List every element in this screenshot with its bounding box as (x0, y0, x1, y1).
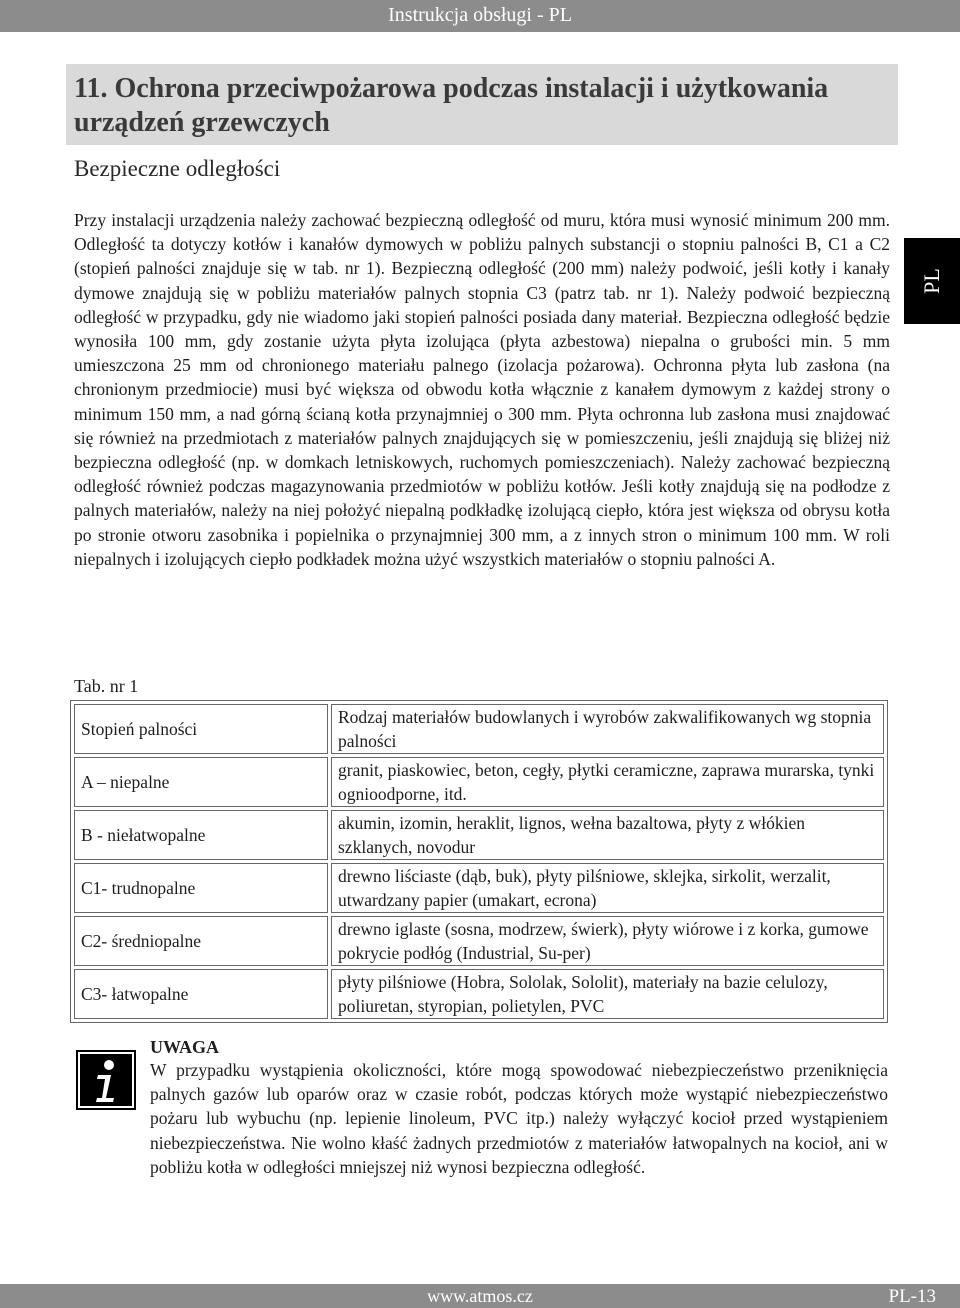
table-cell-grade: Stopień palności (74, 704, 328, 754)
table-cell-materials: drewno iglaste (sosna, modrzew, świerk), płyty wiórowe i z korka, gumowe pokrycie podłóg (Industrial, Su-per) (331, 916, 884, 966)
table-cell-grade: B - niełatwopalne (74, 810, 328, 860)
table-row (74, 863, 884, 913)
table-cell-materials: płyty pilśniowe (Hobra, Sololak, Sololit), materiały na bazie celulozy, poliuretan, styropian, polietylen, PVC (331, 969, 884, 1019)
note-title: UWAGA (150, 1037, 220, 1057)
page-number: PL-13 (888, 1286, 936, 1307)
table-cell-grade: A – niepalne (74, 757, 328, 807)
info-icon (76, 1050, 136, 1110)
chapter-heading: 11. Ochrona przeciwpożarowa podczas instalacji i użytkowania urządzeń grzewczych (74, 73, 829, 138)
header-title: Instrukcja obsługi - PL (388, 4, 572, 26)
table-row (74, 810, 884, 860)
note-text: W przypadku wystąpienia okoliczności, które mogą spowodować niebezpieczeństwo przeniknięcia palnych gazów lub oparów oraz w czasie robót, podczas których może wystąpić niebezpieczeństwo pożaru lub wybuchu (np. lepienie linoleum, PVC itp.) należy wyłączyć kocioł przed wystąpieniem niebezpieczeństwa. Nie wolno kłaść żadnych przedmiotów z materiałów łatwopalnych na kocioł, ani w pobliżu kotła w odległości mniejszej niż wynosi bezpieczna odległość. (150, 1060, 888, 1177)
footer-bar (0, 1284, 960, 1308)
table-row (74, 704, 884, 754)
language-side-tab (904, 238, 960, 324)
table-row (74, 757, 884, 807)
table-cell-materials: granit, piaskowiec, beton, cegły, płytki ceramiczne, zaprawa murarska, tynki ognioodporne, itd. (331, 757, 884, 807)
table-caption: Tab. nr 1 (74, 676, 139, 696)
section-subtitle: Bezpieczne odległości (74, 156, 281, 181)
table-cell-materials: Rodzaj materiałów budowlanych i wyrobów zakwalifikowanych wg stopnia palności (331, 704, 884, 754)
fire-grade-table (70, 700, 888, 1023)
table-cell-materials: drewno liściaste (dąb, buk), płyty pilśniowe, sklejka, sirkolit, werzalit, utwardzany papier (umakart, ecrona) (331, 863, 884, 913)
table-cell-materials: akumin, izomin, heraklit, lignos, wełna bazaltowa, płyty z włókien szklanych, novodur (331, 810, 884, 860)
table-row (74, 969, 884, 1019)
table-row (74, 916, 884, 966)
header-bar (0, 0, 960, 32)
table-cell-grade: C3- łatwopalne (74, 969, 328, 1019)
chapter-heading-box (66, 64, 898, 145)
table-cell-grade: C1- trudnopalne (74, 863, 328, 913)
language-side-tab-label: PL (919, 268, 944, 294)
table-cell-grade: C2- średniopalne (74, 916, 328, 966)
footer-url: www.atmos.cz (427, 1286, 533, 1306)
body-paragraph: Przy instalacji urządzenia należy zachować bezpieczną odległość od muru, która musi wynosić minimum 200 mm. Odległość ta dotyczy kotłów i kanałów dymowych w pobliżu palnych substancji o stopniu palności B, C1 a C2 (stopień palności znajduje się w tab. nr 1). Bezpieczną odległość (200 mm) należy podwoić, jeśli kotły i kanały dymowe znajdują się w pobliżu materiałów palnych stopnia C3 (patrz tab. nr 1). Należy podwoić bezpieczną odległość w przypadku, gdy nie wiadomo jaki stopień palności posiada dany materiał. Bezpieczna odległość będzie wynosiła 100 mm, gdy zostanie użyta płyta izolująca (płyta azbestowa) niepalna o grubości min. 5 mm umieszczona 25 mm od chronionego materiału palnego (izolacja pożarowa). Ochronna płyta lub zasłona (na chronionym przedmiocie) musi być większa od obwodu kotła włącznie z kanałem dymowym z każdej strony o minimum 150 mm, a nad górną ścianą kotła przynajmniej o 300 mm. Płyta ochronna lub zasłona musi znajdować się również na przedmiotach z materiałów palnych znajdujących się w pomieszczeniu, jeśli znajdują się bliżej niż bezpieczna odległość (np. w domkach letniskowych, ruchomych pomieszczeniach). Należy zachować bezpieczną odległość również podczas magazynowania przedmiotów w pobliżu kotłów. Jeśli kotły znajdują się na podłodze z palnych materiałów, należy na niej położyć niepalną podkładkę izolującą ciepło, która jest większa od obrysu kotła po stronie otworu zasobnika i popielnika o przynajmniej 300 mm, a z innych stron o minimum 100 mm. W roli niepalnych i izolujących ciepło podkładek można użyć wszystkich materiałów o stopniu palności A. (74, 210, 890, 569)
